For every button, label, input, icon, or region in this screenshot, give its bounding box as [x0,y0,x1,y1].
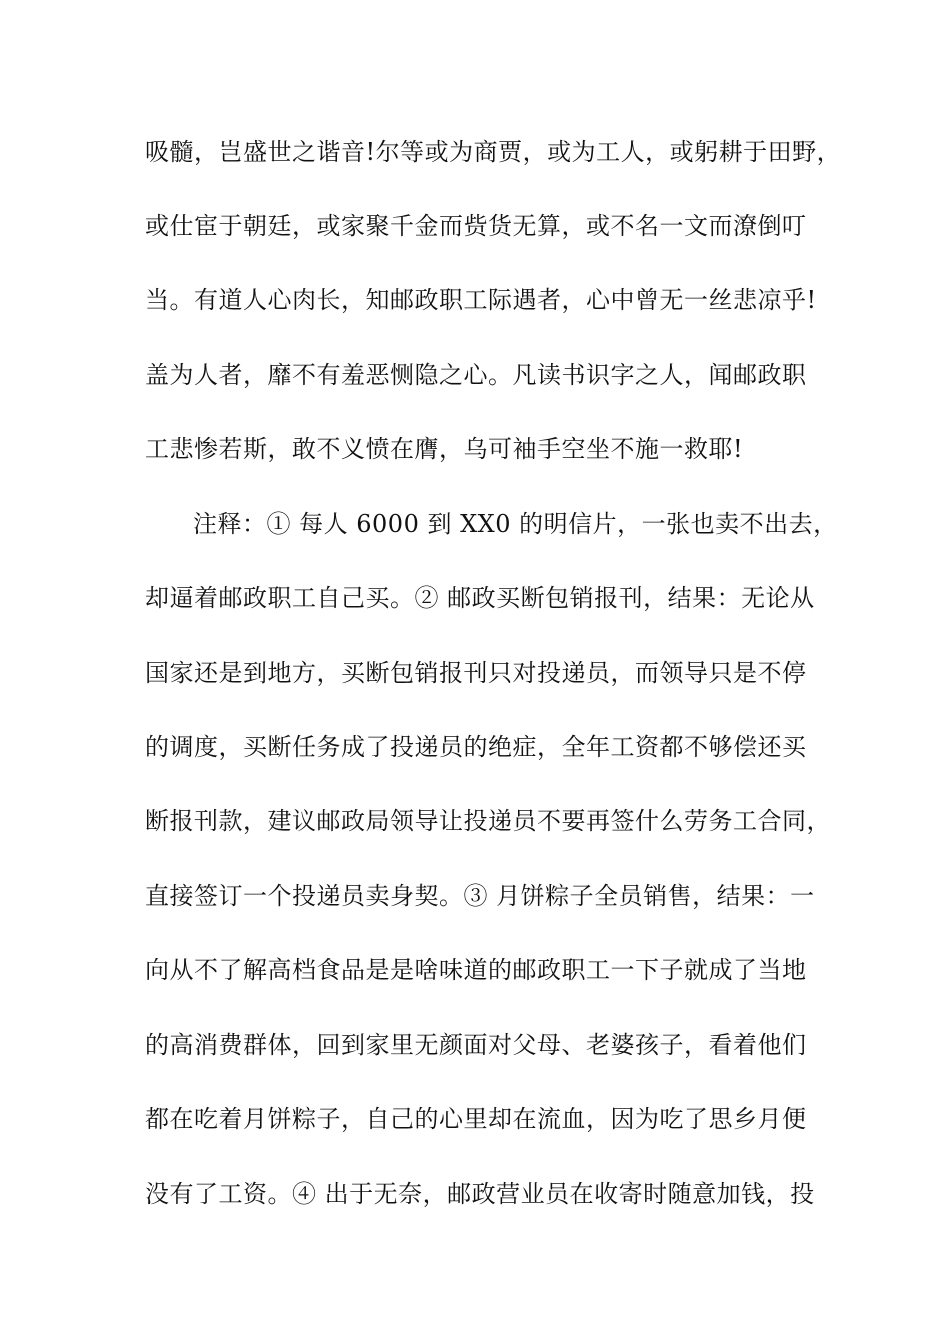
text-line: 或仕宦于朝廷，或家聚千金而赀货无算，或不名一文而潦倒叮 [145,212,807,240]
text-line: 向从不了解高档食品是是啥味道的邮政职工一下子就成了当地 [145,956,807,984]
text-line: 却逼着邮政职工自己买。② 邮政买断包销报刊，结果：无论从 [145,584,815,612]
text-line: 直接签订一个投递员卖身契。③ 月饼粽子全员销售，结果：一 [145,882,815,910]
text-line: 工悲惨若斯，敢不义愤在膺，乌可袖手空坐不施一救耶! [145,435,744,463]
text-line: 的高消费群体，回到家里无颜面对父母、老婆孩子，看着他们 [145,1031,807,1059]
text-line: 当。有道人心肉长，知邮政职工际遇者，心中曾无一丝悲凉乎! [145,286,817,314]
text-line: 盖为人者，靡不有羞恶恻隐之心。凡读书识字之人，闻邮政职 [145,361,807,389]
text-line: 吸髓，岂盛世之谐音!尔等或为商贾，或为工人，或躬耕于田野， [145,138,842,166]
text-line: 断报刊款，建议邮政局领导让投递员不要再签什么劳务工合同， [145,807,831,835]
text-line: 国家还是到地方，买断包销报刊只对投递员，而领导只是不停 [145,659,807,687]
text-line: 的调度，买断任务成了投递员的绝症，全年工资都不够偿还买 [145,733,807,761]
annotation-paragraph-start: 注释：① 每人 6000 到 XX0 的明信片，一张也卖不出去， [193,510,838,538]
text-line: 没有了工资。④ 出于无奈，邮政营业员在收寄时随意加钱，投 [145,1180,815,1208]
text-line: 都在吃着月饼粽子，自己的心里却在流血，因为吃了思乡月便 [145,1105,807,1133]
